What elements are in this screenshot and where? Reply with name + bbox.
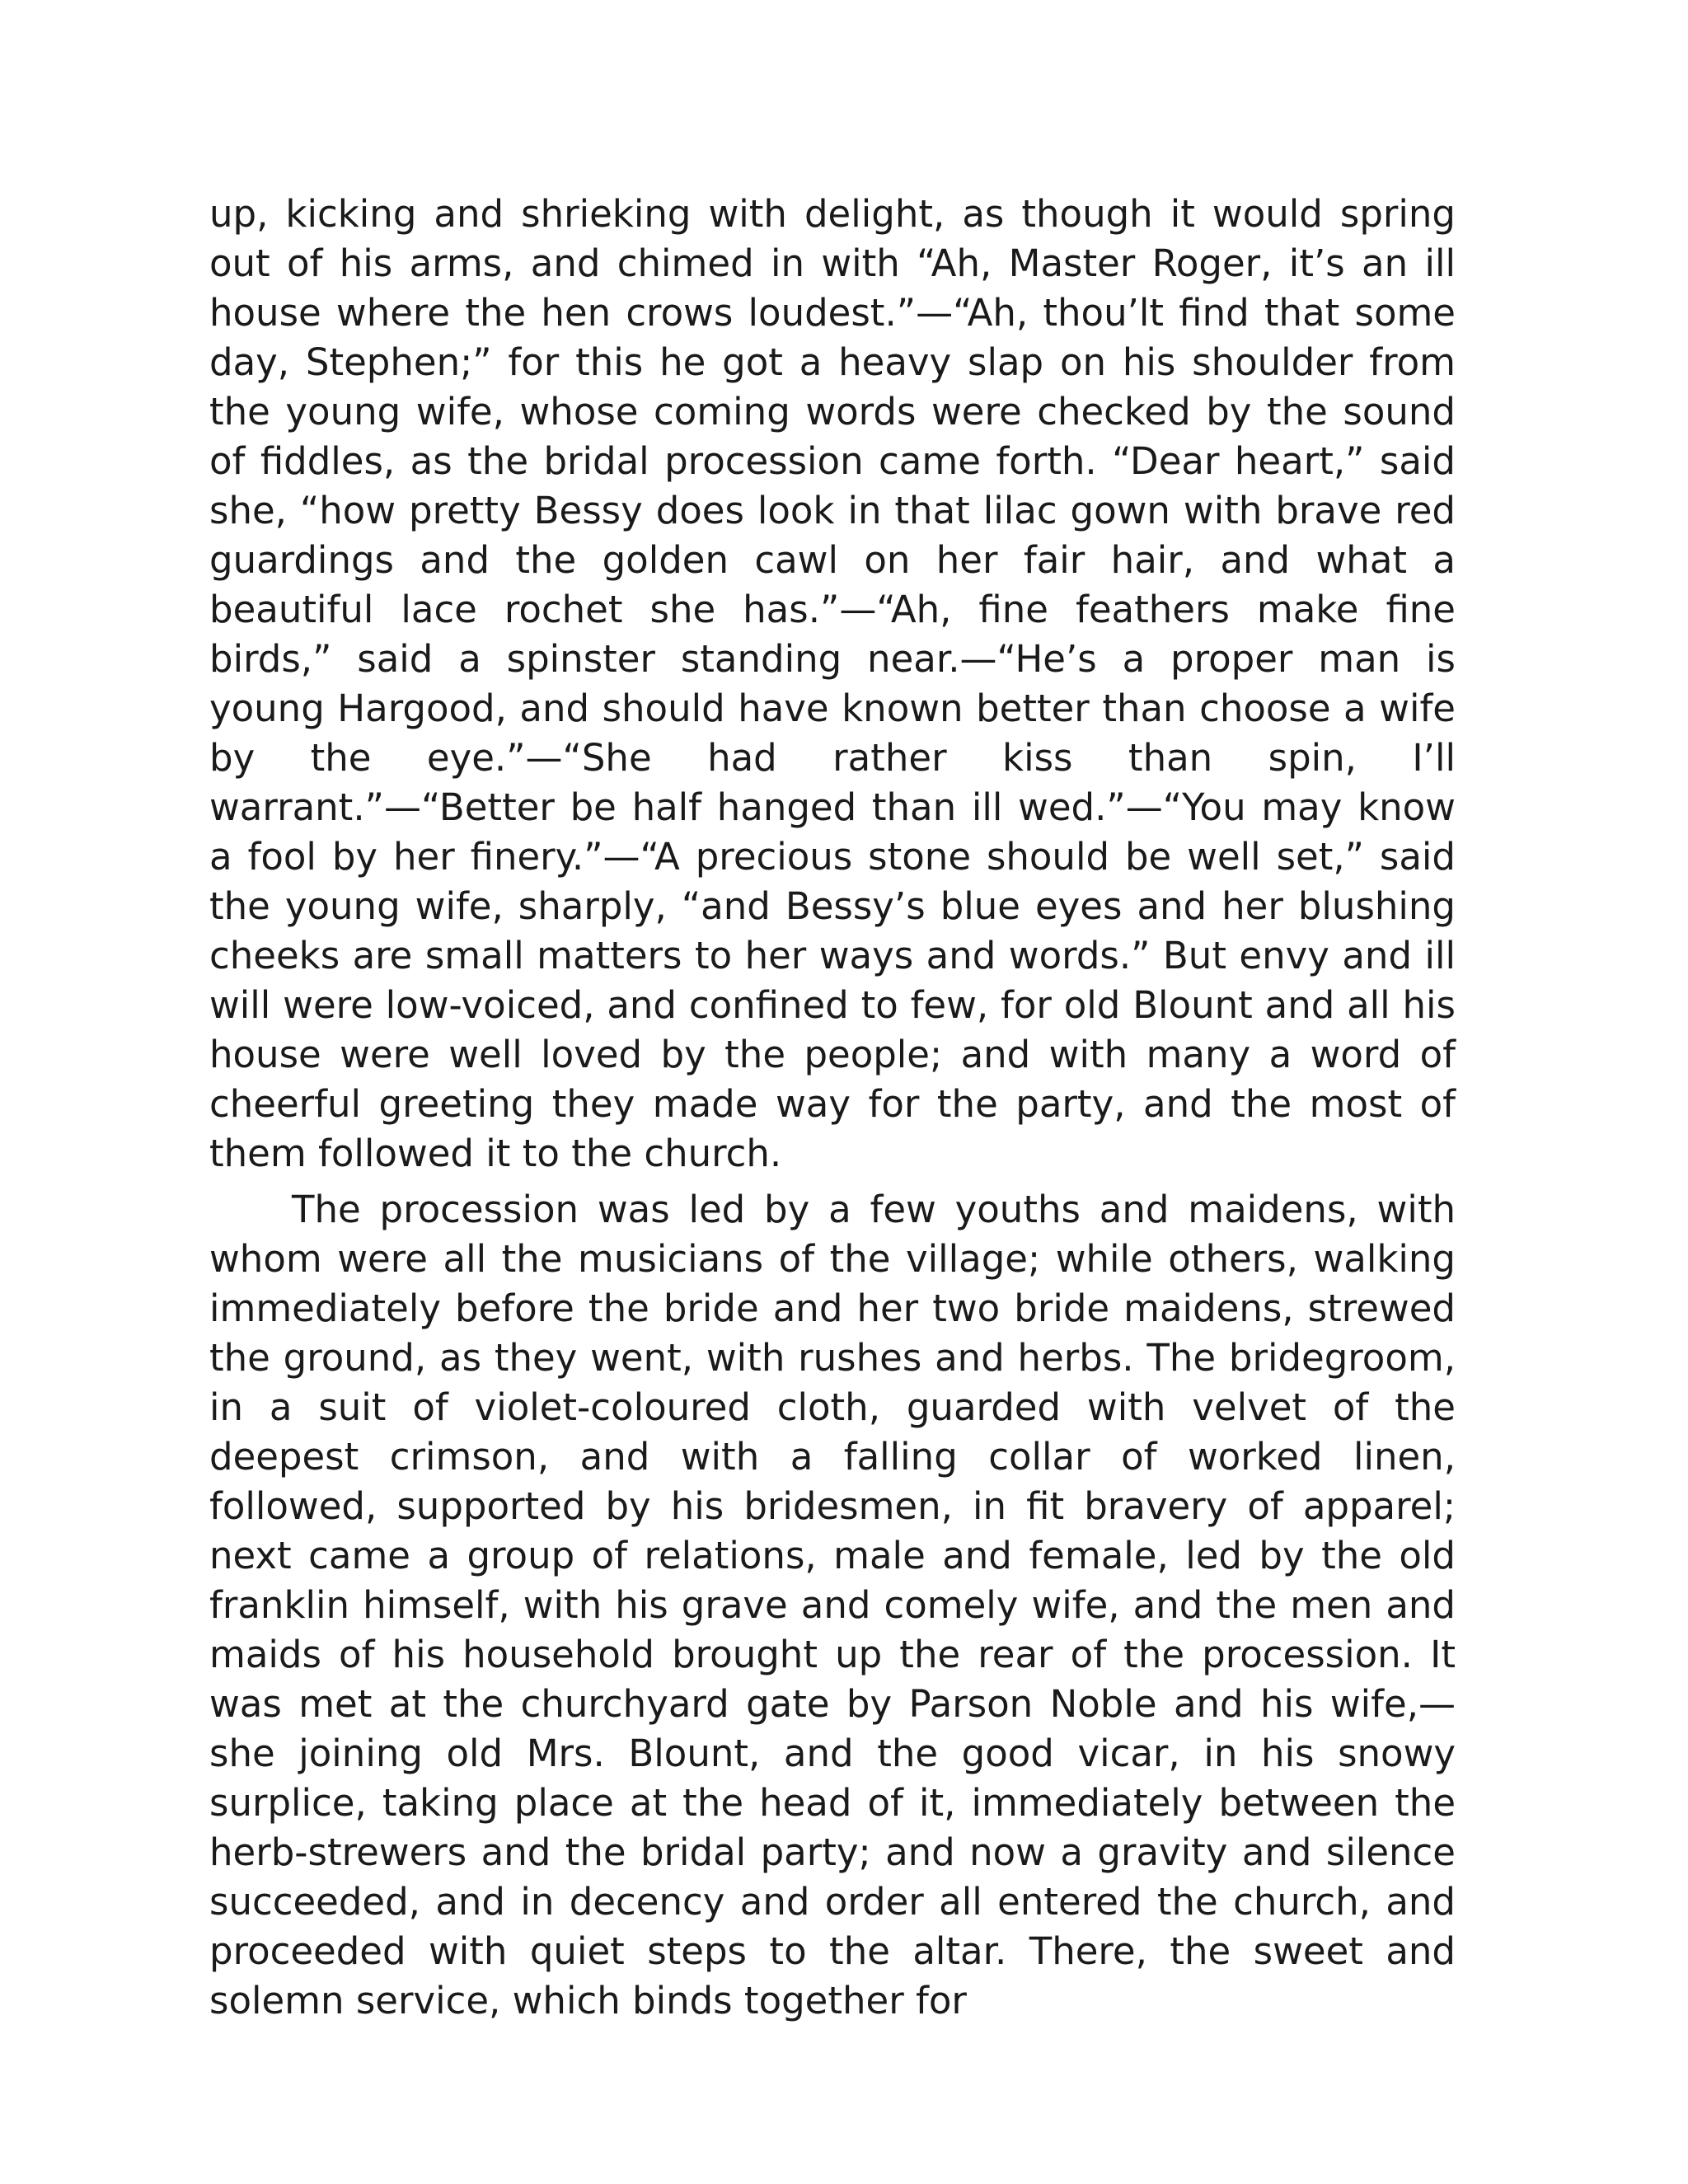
paragraph-continuation: up, kicking and shrieking with delight, as though it would spring out of his arms, and chimed in with “Ah, Master Roger, it’s an ill house where the hen crows loudest.”—“Ah, thou’lt find that some day, Stephen;” for this he got a heavy slap on his shoulder from the young wife, whose coming words were checked by the sound of fiddles, as the bridal procession came forth. “Dear heart,” said she, “how pretty Bessy does look in that lilac gown with brave red guardings and the golden cawl on her fair hair, and what a beautiful lace rochet she has.”—“Ah, fine feathers make fine birds,” said a spinster standing near.—“He’s a proper man is young Hargood, and should have known better than choose a wife by the eye.”—“She had rather kiss than spin, I’ll warrant.”—“Better be half hanged than ill wed.”—“You may know a fool by her finery.”—“A precious stone should be well set,” said the young wife, sharply, “and Bessy’s blue eyes and her blushing cheeks are small matters to her ways and words.” But envy and ill will were low-voiced, and confined to few, for old Blount and all his house were well loved by the people; and with many a word of cheerful greeting they made way for the party, and the most of them followed it to the church. xyxy=(209,192,1456,1175)
page-body xyxy=(209,190,1456,2026)
paragraph-procession: The procession was led by a few youths and maidens, with whom were all the musicians of the village; while others, walking immediately before the bride and her two bride maidens, strewed the ground, as they went, with rushes and herbs. The bridegroom, in a suit of violet-coloured cloth, guarded with velvet of the deepest crimson, and with a falling collar of worked linen, followed, supported by his bridesmen, in fit bravery of apparel; next came a group of relations, male and female, led by the old franklin himself, with his grave and comely wife, and the men and maids of his household brought up the rear of the procession. It was met at the churchyard gate by Parson Noble and his wife,—she joining old Mrs. Blount, and the good vicar, in his snowy surplice, taking place at the head of it, immediately between the herb-strewers and the bridal party; and now a gravity and silence succeeded, and in decency and order all entered the church, and proceeded with quiet steps to the altar. There, the sweet and solemn service, which binds together for xyxy=(209,1188,1456,2022)
